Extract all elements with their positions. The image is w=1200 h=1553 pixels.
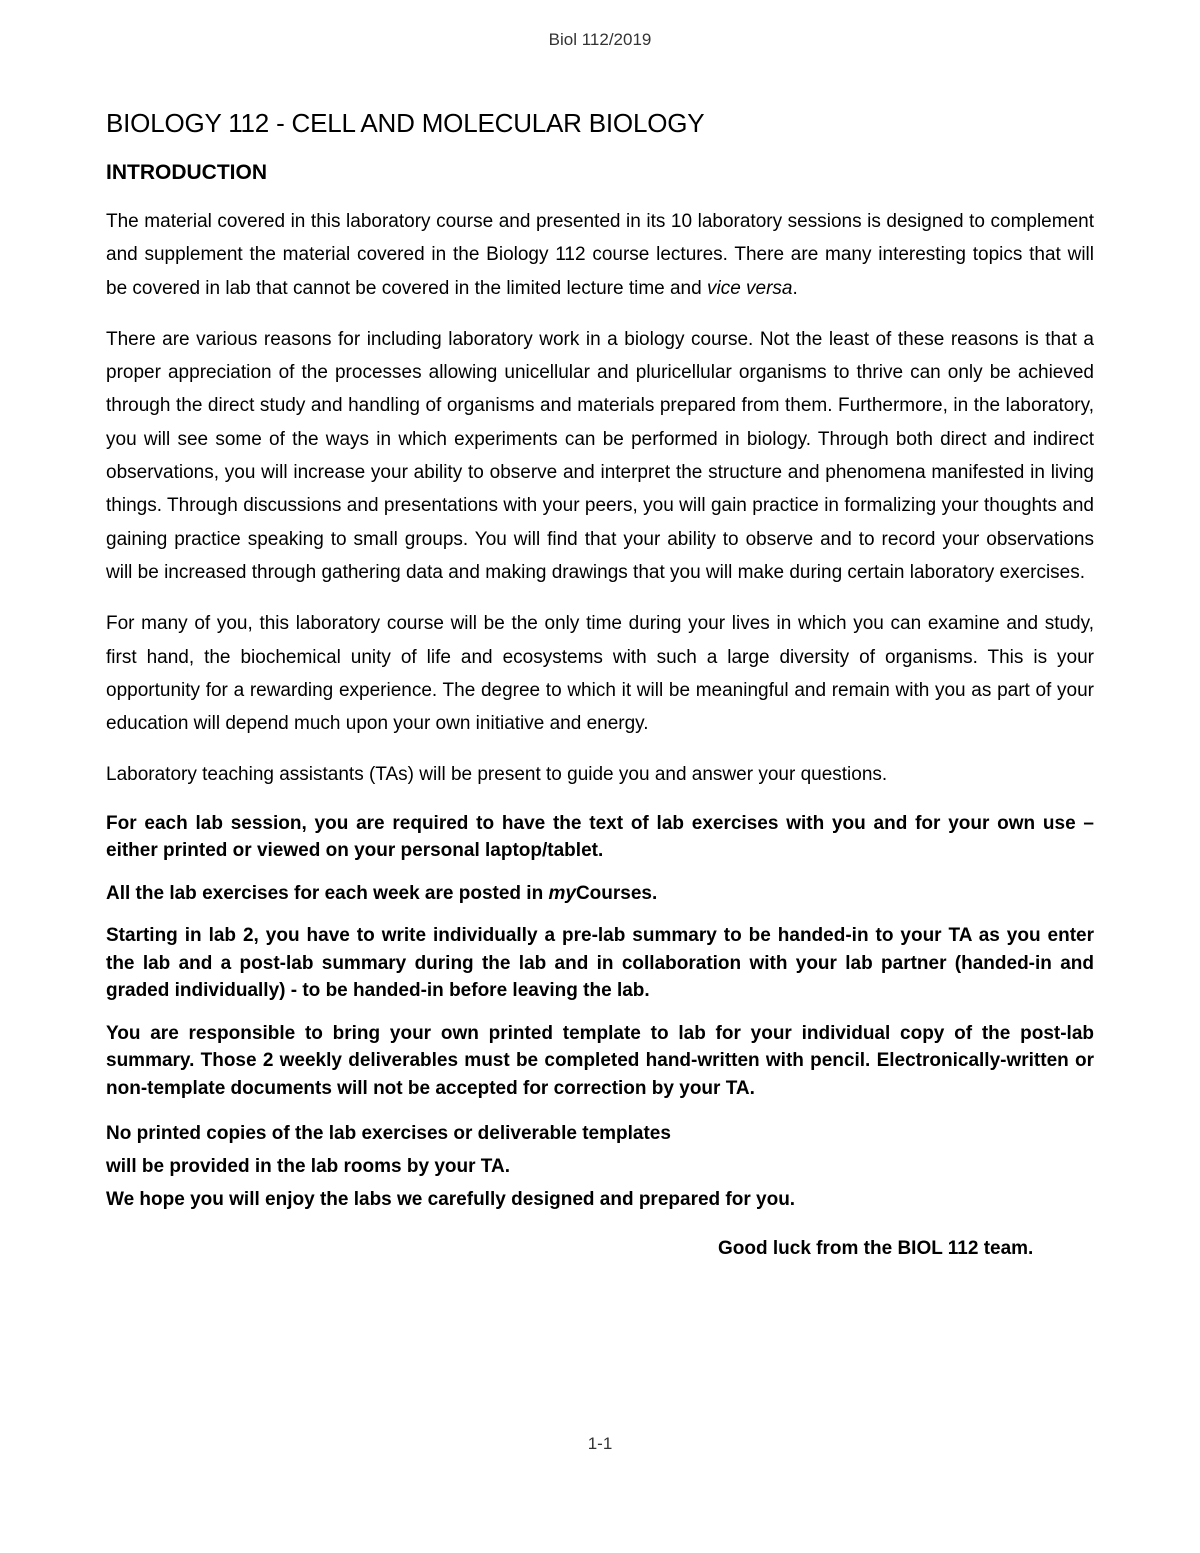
intro-paragraph-1-end: .	[792, 277, 798, 299]
section-heading: INTRODUCTION	[106, 161, 267, 184]
closing-line: We hope you will enjoy the labs we carefully designed and prepared for you.	[106, 1189, 796, 1211]
intro-paragraph-1-italic: vice versa	[706, 277, 793, 299]
requirement-paragraph-2-start: All the lab exercises for each week are posted in	[106, 882, 549, 904]
document-body	[106, 108, 1094, 1260]
page-number: 1-1	[587, 1434, 613, 1453]
page-header: Biol 112/2019	[548, 30, 652, 49]
requirement-paragraph-4: You are responsible to bring your own printed template to lab for your individual copy of the post-lab summary. Those 2 weekly deliverables must be completed hand-written with pencil. Electronically-written or non-template documents will not be accepted for correction by your TA.	[106, 1022, 1094, 1099]
requirement-paragraph-1: For each lab session, you are required to have the text of lab exercises with you and for your own use – either printed or viewed on your personal laptop/tablet.	[106, 812, 1094, 862]
requirement-paragraph-3: Starting in lab 2, you have to write individually a pre-lab summary to be handed-in to your TA as you enter the lab and a post-lab summary during the lab and in collaboration with your lab partner (handed-in and graded individually) - to be handed-in before leaving the lab.	[106, 925, 1094, 1002]
intro-paragraph-4: Laboratory teaching assistants (TAs) will be present to guide you and answer your questions.	[106, 764, 888, 786]
intro-paragraph-3: For many of you, this laboratory course will be the only time during your lives in which you can examine and study, first hand, the biochemical unity of life and ecosystems with such a large diversity of organisms. This is your opportunity for a rewarding experience. The degree to which it will be meaningful and remain with you as part of your education will depend much upon your own initiative and energy.	[106, 613, 1094, 735]
requirement-paragraph-2	[106, 880, 1094, 908]
closing-line: No printed copies of the lab exercises or deliverable templates	[106, 1123, 671, 1145]
closing-block	[106, 1117, 1094, 1216]
signoff: Good luck from the BIOL 112 team.	[718, 1238, 1034, 1260]
requirement-paragraph-2-italic: my	[548, 882, 576, 904]
requirement-paragraph-2-end: Courses.	[575, 882, 658, 904]
closing-line: will be provided in the lab rooms by your TA.	[106, 1156, 510, 1178]
intro-paragraph-1	[106, 205, 1094, 305]
intro-paragraph-1-text: The material covered in this laboratory course and presented in its 10 laboratory sessions is designed to complement and supplement the material covered in the Biology 112 course lectures. There are many interesting topics that will be covered in lab that cannot be covered in the limited lecture time and	[106, 211, 1094, 299]
document-title: BIOLOGY 112 - CELL AND MOLECULAR BIOLOGY	[106, 108, 705, 138]
intro-paragraph-2: There are various reasons for including laboratory work in a biology course. Not the least of these reasons is that a proper appreciation of the processes allowing unicellular and pluricellular organisms to thrive can only be achieved through the direct study and handling of organisms and materials prepared from them. Furthermore, in the laboratory, you will see some of the ways in which experiments can be performed in biology. Through both direct and indirect observations, you will increase your ability to observe and interpret the structure and phenomena manifested in living things. Through discussions and presentations with your peers, you will gain practice in formalizing your thoughts and gaining practice speaking to small groups. You will find that your ability to observe and to record your observations will be increased through gathering data and making drawings that you will make during certain laboratory exercises.	[106, 328, 1094, 583]
